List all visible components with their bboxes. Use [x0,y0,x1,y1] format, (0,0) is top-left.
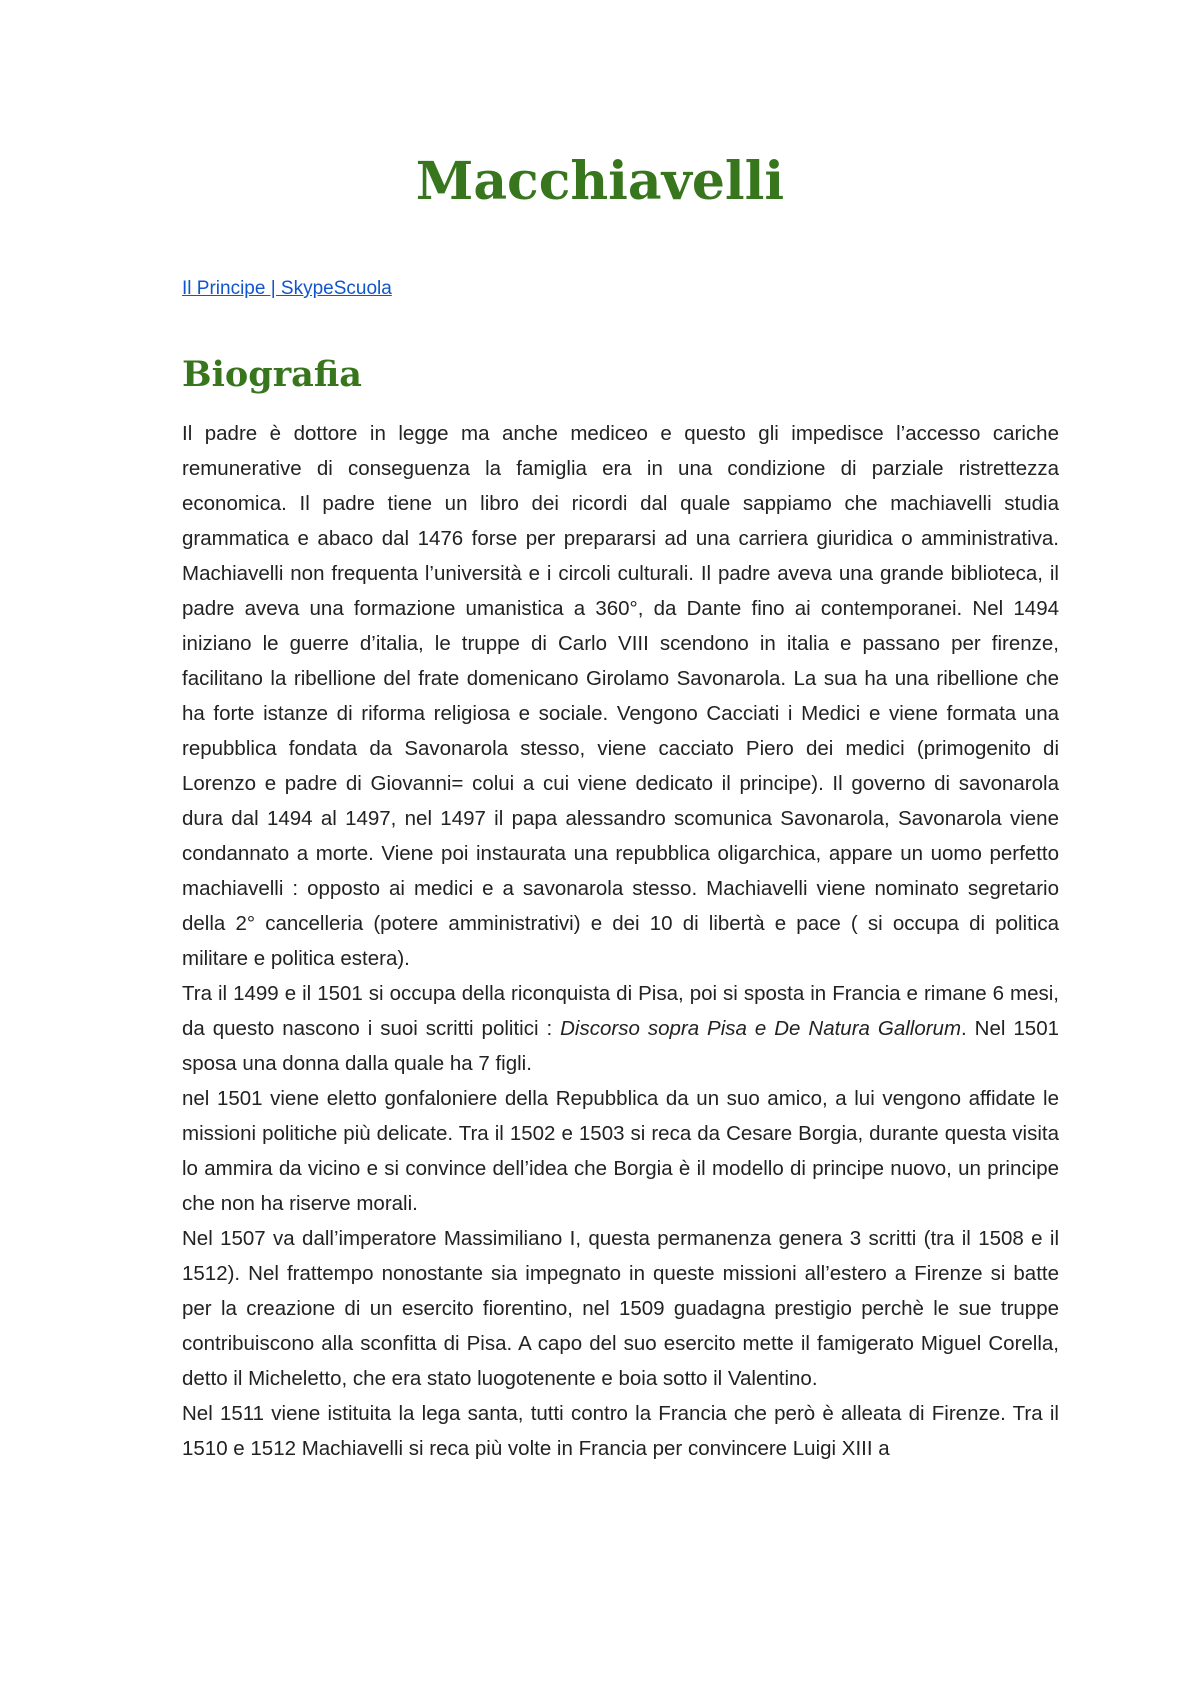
biography-body [182,416,1059,1466]
body-paragraph [182,1221,1059,1396]
body-paragraph [182,1081,1059,1221]
paragraph-text: . Nel 1501 sposa una donna dalla quale ha 7 figli. [182,1017,1059,1075]
paragraph-text: Tra il 1499 e il 1501 si occupa della riconquista di Pisa, poi si sposta in Francia e rimane 6 mesi, da questo nascono i suoi scritti politici : [182,982,1059,1040]
paragraph-text: Nel 1507 va dall’imperatore Massimiliano I, questa permanenza genera 3 scritti (tra il 1508 e il 1512). Nel frattempo nonostante sia impegnato in queste missioni all’estero a Firenze si batte per la creazione di un esercito fiorentino, nel 1509 guadagna prestigio perchè le sue truppe contribuiscono alla sconfitta di Pisa. A capo del suo esercito mette il famigerato Miguel Corella, detto il Micheletto, che era stato luogotenente e boia sotto il Valentino. [182,1227,1059,1390]
il-principe-link[interactable]: Il Principe | SkypeScuola [182,278,392,299]
document-title: Macchiavelli [415,151,785,212]
italic-text: Discorso sopra Pisa e De Natura Gallorum [560,1017,962,1040]
paragraph-text: Nel 1511 viene istituita la lega santa, tutti contro la Francia che però è alleata di Firenze. Tra il 1510 e 1512 Machiavelli si reca più volte in Francia per convincere Luigi XIII a [182,1402,1059,1460]
body-paragraph [182,416,1059,976]
paragraph-text: Il padre è dottore in legge ma anche mediceo e questo gli impedisce l’accesso cariche remunerative di conseguenza la famiglia era in una condizione di parziale ristrettezza economica. Il padre tiene un libro dei ricordi dal quale sappiamo che machiavelli studia grammatica e abaco dal 1476 forse per prepararsi ad una carriera giuridica o amministrativa. Machiavelli non frequenta l’università e i circoli culturali. Il padre aveva una grande biblioteca, il padre aveva una formazione umanistica a 360°, da Dante fino ai contemporanei. Nel 1494 iniziano le guerre d’italia, le truppe di Carlo VIII scendono in italia e passano per firenze, facilitano la ribellione del frate domenicano Girolamo Savonarola. La sua ha una ribellione che ha forte istanze di riforma religiosa e sociale. Vengono Cacciati i Medici e viene formata una repubblica fondata da Savonarola stesso, viene cacciato Piero dei medici (primogenito di Lorenzo e padre di Giovanni= colui a cui viene dedicato il principe). Il governo di savonarola dura dal 1494 al 1497, nel 1497 il papa alessandro scomunica Savonarola, Savonarola viene condannato a morte. Viene poi instaurata una repubblica oligarchica, appare un uomo perfetto machiavelli : opposto ai medici e a savonarola stesso. Machiavelli viene nominato segretario della 2° cancelleria (potere amministrativi) e dei 10 di libertà e pace ( si occupa di politica militare e politica estera). [182,422,1059,970]
section-heading-biografia: Biografia [182,354,362,395]
body-paragraph [182,976,1059,1081]
body-paragraph [182,1396,1059,1466]
paragraph-text: nel 1501 viene eletto gonfaloniere della Repubblica da un suo amico, a lui vengono affidate le missioni politiche più delicate. Tra il 1502 e 1503 si reca da Cesare Borgia, durante questa visita lo ammira da vicino e si convince dell’idea che Borgia è il modello di principe nuovo, un principe che non ha riserve morali. [182,1087,1059,1215]
